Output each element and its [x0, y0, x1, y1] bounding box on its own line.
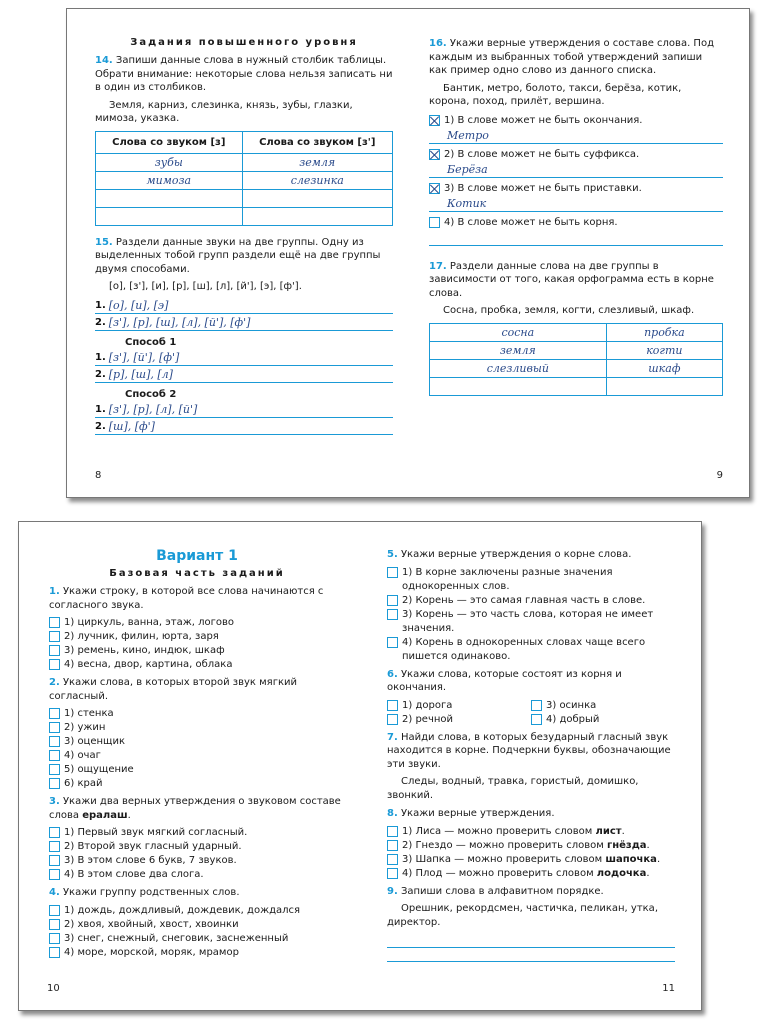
option-text: 4) Плод — можно проверить словом — [402, 867, 597, 879]
task-number: 4. — [49, 887, 60, 898]
option-row — [49, 630, 345, 644]
checkbox[interactable] — [387, 637, 398, 648]
checkbox[interactable] — [387, 595, 398, 606]
option-text: 4) очаг — [64, 750, 101, 761]
task-text: Укажи верные утверждения о корне слова. — [400, 549, 632, 560]
option-text: 4) море, морской, моряк, мрамор — [64, 946, 239, 958]
table-cell[interactable]: земля — [430, 341, 607, 359]
line-label: 1. — [95, 299, 106, 311]
top-spread — [66, 8, 750, 498]
option-text: 2) речной — [402, 713, 454, 725]
table-cell[interactable]: пробка — [606, 323, 722, 341]
option-row — [49, 918, 345, 932]
task-3-prompt — [49, 795, 345, 822]
handwritten-answer: [з'], [й'], [ф'] — [108, 350, 180, 364]
task-15-sounds: [о], [з'], [и], [р], [ш], [л], [й'], [э], [ф']. — [109, 281, 302, 292]
checkbox[interactable] — [531, 714, 542, 725]
option-text: 1) стенка — [64, 708, 114, 719]
answer-line[interactable] — [95, 403, 393, 418]
task-number: 5. — [387, 549, 398, 560]
option-text: 3) снег, снежный, снеговик, заснеженный — [64, 932, 289, 944]
task-16-words: Бантик, метро, болото, такси, берёза, котик, корона, поход, прилёт, вершина. — [429, 82, 682, 107]
page-number: 11 — [662, 983, 675, 994]
option-row — [387, 566, 675, 594]
checkbox[interactable] — [49, 947, 60, 958]
table-cell[interactable]: когти — [606, 341, 722, 359]
option-text: 4) В слове может не быть корня. — [444, 216, 618, 228]
checkbox[interactable] — [387, 840, 398, 851]
checkbox[interactable] — [49, 736, 60, 747]
handwritten-answer: [з'], [р], [ш], [л], [й'], [ф'] — [108, 315, 251, 329]
task-text: Укажи верные утверждения о составе слова. Под каждым из выбранных тобой утверждений запиши как пример одно слово из данного списка. — [429, 38, 714, 76]
option-text: 3) Корень — это часть слова, которая не имеет значения. — [402, 608, 654, 634]
task-6-prompt — [387, 668, 675, 695]
checkbox[interactable] — [49, 645, 60, 656]
checkbox[interactable] — [49, 750, 60, 761]
option-row — [387, 594, 675, 608]
option-text: 6) край — [64, 778, 103, 789]
option-text: 2) хвоя, хвойный, хвост, хвоинки — [64, 918, 239, 930]
task-number: 8. — [387, 808, 398, 819]
answer-line[interactable] — [95, 351, 393, 366]
option-keyword: лист — [595, 825, 622, 837]
line-label: 1. — [95, 403, 106, 415]
checkbox[interactable] — [387, 700, 398, 711]
option-row — [49, 868, 345, 882]
task-7-words[interactable]: Следы, водный, травка, гористый, домишко, звонкий. — [387, 776, 639, 801]
option-text: 4) весна, двор, картина, облака — [64, 659, 233, 670]
task-text: Раздели данные звуки на две группы. Одну из выделенных тобой групп раздели ещё на две группы двумя способами. — [95, 236, 381, 275]
checkbox[interactable] — [387, 854, 398, 865]
table-cell[interactable]: слезинка — [242, 171, 392, 189]
page-8 — [67, 9, 409, 497]
option-row — [49, 854, 345, 868]
checkbox[interactable] — [49, 855, 60, 866]
task-9-words: Орешник, рекордсмен, частичка, пеликан, утка, директор. — [387, 903, 658, 928]
task-8-prompt — [387, 807, 675, 821]
option-row — [49, 840, 345, 854]
table-header: Слова со звуком [з'] — [242, 131, 392, 153]
table-cell[interactable] — [606, 377, 722, 395]
option-text: 2) ужин — [64, 722, 106, 733]
answer-line[interactable]: Котик — [429, 196, 723, 212]
task-text: Укажи верные утверждения. — [400, 808, 555, 819]
option-text: 3) ремень, кино, индюк, шкаф — [64, 645, 225, 656]
option-row — [531, 699, 675, 713]
option-row — [49, 749, 345, 763]
option-text: 4) В этом слове два слога. — [64, 869, 204, 880]
option-text: 2) лучник, филин, юрта, заря — [64, 631, 219, 642]
option-row — [49, 721, 345, 735]
task-text: Запиши данные слова в нужный столбик таблицы. Обрати внимание: некоторые слова нельзя записать ни в один из столбиков. — [95, 55, 393, 93]
task-text: Найди слова, в которых безударный гласный звук находится в корне. Подчеркни буквы, обозначающие эти звуки. — [387, 731, 671, 770]
option-row — [387, 608, 675, 636]
answer-line[interactable] — [387, 934, 675, 948]
option-text: 3) В этом слове 6 букв, 7 звуков. — [64, 855, 237, 866]
table-cell[interactable]: шкаф — [606, 359, 722, 377]
option-text: 2) Гнездо — можно проверить словом — [402, 839, 607, 851]
answer-line[interactable] — [387, 948, 675, 962]
task-17-prompt — [429, 260, 723, 301]
answer-line[interactable] — [429, 230, 723, 246]
table-cell[interactable]: зубы — [96, 153, 243, 171]
option-row — [49, 616, 345, 630]
checkbox[interactable] — [49, 722, 60, 733]
task-text: Запиши слова в алфавитном порядке. — [400, 885, 604, 897]
answer-line[interactable] — [95, 299, 393, 314]
task-number: 17. — [429, 260, 447, 272]
task-text: Укажи слова, в которых второй звук мягкий согласный. — [49, 677, 297, 702]
task-number: 15. — [95, 236, 113, 248]
checkbox[interactable] — [49, 869, 60, 880]
bottom-spread — [18, 521, 702, 1011]
table-cell[interactable] — [242, 207, 392, 225]
table-cell[interactable]: сосна — [430, 323, 607, 341]
option-row — [387, 636, 675, 664]
page-number: 10 — [47, 983, 60, 994]
checkbox[interactable] — [429, 217, 440, 228]
line-label: 1. — [95, 351, 106, 363]
option-text: 2) Второй звук гласный ударный. — [64, 841, 242, 852]
option-text: 1) циркуль, ванна, этаж, логово — [64, 617, 234, 628]
answer-line[interactable]: Берёза — [429, 162, 723, 178]
option-text: 3) оценщик — [64, 736, 126, 747]
task-7-prompt — [387, 731, 675, 772]
way-2-title: Способ 2 — [125, 388, 177, 400]
option-row — [49, 826, 345, 840]
option-row — [387, 867, 675, 881]
option-row — [49, 777, 345, 791]
option-text-end: . — [646, 839, 650, 851]
answer-line[interactable] — [95, 420, 393, 435]
option-row — [49, 763, 345, 777]
task-text: Укажи строку, в которой все слова начинаются с согласного звука. — [49, 586, 324, 611]
checkbox[interactable] — [387, 567, 398, 578]
table-cell[interactable] — [96, 189, 243, 207]
task-number: 2. — [49, 677, 60, 688]
option-row — [49, 644, 345, 658]
option-row — [429, 182, 723, 196]
checkbox[interactable] — [387, 868, 398, 879]
task-text-end: . — [127, 809, 131, 821]
line-label: 2. — [95, 368, 106, 380]
page-number: 9 — [716, 470, 723, 481]
task-16-prompt — [429, 37, 723, 78]
option-text: 3) В слове может не быть приставки. — [444, 182, 642, 194]
checkbox[interactable] — [49, 905, 60, 916]
checkbox-checked[interactable] — [429, 149, 440, 160]
checkbox[interactable] — [387, 826, 398, 837]
task-1-prompt — [49, 585, 345, 612]
option-text-end: . — [621, 825, 625, 837]
task-number: 3. — [49, 796, 60, 807]
table-cell[interactable]: мимоза — [96, 171, 243, 189]
option-text: 3) осинка — [546, 699, 597, 711]
checkbox[interactable] — [49, 708, 60, 719]
variant-title: Вариант 1 — [156, 548, 238, 564]
option-row — [49, 658, 345, 672]
task-keyword: ералаш — [82, 809, 128, 821]
checkbox[interactable] — [49, 841, 60, 852]
task-17-words: Сосна, пробка, земля, когти, слезливый, шкаф. — [443, 305, 695, 316]
option-text: 5) ощущение — [64, 764, 134, 775]
option-keyword: гнёзда — [606, 839, 647, 851]
task-number: 7. — [387, 731, 398, 743]
option-text: 1) дождь, дождливый, дождевик, дождался — [64, 904, 301, 916]
checkbox[interactable] — [49, 659, 60, 670]
option-text: 3) Шапка — можно проверить словом — [402, 853, 606, 865]
checkbox-checked[interactable] — [429, 115, 440, 126]
option-text: 1) Первый звук мягкий согласный. — [64, 827, 248, 838]
handwritten-answer: [ш], [ф'] — [108, 419, 155, 433]
table-cell[interactable] — [242, 189, 392, 207]
task-4-prompt — [49, 886, 345, 900]
option-text: 2) В слове может не быть суффикса. — [444, 148, 640, 160]
task-text: Укажи группу родственных слов. — [62, 887, 240, 898]
task-number: 16. — [429, 38, 447, 49]
option-text: 4) Корень в однокоренных словах чаще всего пишется одинаково. — [402, 636, 646, 662]
option-text: 1) дорога — [402, 699, 453, 711]
way-1-title: Способ 1 — [125, 336, 177, 348]
option-row — [429, 114, 723, 128]
answer-line[interactable] — [95, 316, 393, 331]
page-number: 8 — [95, 470, 102, 481]
section-title: Базовая часть заданий — [109, 568, 285, 579]
option-row — [387, 713, 531, 727]
task-15-prompt — [95, 236, 393, 277]
option-row — [49, 735, 345, 749]
task-2-prompt — [49, 676, 345, 703]
option-text: 1) В корне заключены разные значения однокоренных слов. — [402, 566, 613, 592]
table-header: Слова со звуком [з] — [96, 131, 243, 153]
option-row — [429, 216, 723, 230]
task-number: 9. — [387, 885, 398, 897]
option-row — [387, 853, 675, 867]
task-6-options — [387, 699, 675, 727]
checkbox[interactable] — [49, 933, 60, 944]
table-cell[interactable]: слезливый — [430, 359, 607, 377]
task-text: Укажи два верных утверждения о звуковом составе слова — [49, 796, 341, 821]
page-11 — [361, 522, 703, 1010]
table-cell[interactable]: земля — [242, 153, 392, 171]
checkbox[interactable] — [49, 919, 60, 930]
task-5-prompt — [387, 548, 675, 562]
task-9-prompt — [387, 885, 675, 899]
handwritten-answer: [р], [ш], [л] — [108, 367, 173, 381]
option-keyword: лодочка — [596, 867, 647, 879]
checkbox[interactable] — [387, 714, 398, 725]
table-cell[interactable] — [96, 207, 243, 225]
option-row — [531, 713, 675, 727]
task-17-table — [429, 323, 723, 396]
handwritten-answer: [о], [и], [э] — [108, 298, 169, 312]
option-row — [429, 148, 723, 162]
answer-line[interactable]: Метро — [429, 128, 723, 144]
task-14-table — [95, 131, 393, 226]
checkbox[interactable] — [531, 700, 542, 711]
section-title: Задания повышенного уровня — [130, 37, 358, 48]
task-text: Укажи слова, которые состоят из корня и окончания. — [387, 668, 622, 693]
checkbox[interactable] — [49, 778, 60, 789]
checkbox[interactable] — [49, 764, 60, 775]
option-row — [387, 699, 531, 713]
handwritten-answer: [з'], [р], [л], [й'] — [108, 402, 198, 416]
option-row — [49, 946, 345, 960]
checkbox[interactable] — [49, 827, 60, 838]
option-text: 1) Лиса — можно проверить словом — [402, 825, 596, 837]
option-row — [387, 839, 675, 853]
answer-line[interactable] — [95, 368, 393, 383]
option-row — [49, 707, 345, 721]
line-label: 2. — [95, 420, 106, 432]
option-row — [49, 904, 345, 918]
task-14-prompt — [95, 54, 393, 95]
task-number: 1. — [49, 586, 60, 597]
table-cell[interactable] — [430, 377, 607, 395]
page-9 — [409, 9, 751, 497]
checkbox-checked[interactable] — [429, 183, 440, 194]
option-text-end: . — [646, 867, 650, 879]
task-text: Раздели данные слова на две группы в зависимости от того, какая орфограмма есть в корне слова. — [429, 260, 714, 299]
task-14-words: Земля, карниз, слезинка, князь, зубы, глазки, мимоза, указка. — [95, 99, 353, 124]
option-text: 2) Корень — это самая главная часть в слове. — [402, 594, 646, 606]
checkbox[interactable] — [49, 617, 60, 628]
line-label: 2. — [95, 316, 106, 328]
option-row — [387, 825, 675, 839]
option-text-end: . — [656, 853, 661, 865]
option-row — [49, 932, 345, 946]
checkbox[interactable] — [387, 609, 398, 620]
task-number: 6. — [387, 668, 398, 680]
task-number: 14. — [95, 55, 113, 66]
page-10 — [19, 522, 361, 1010]
option-text: 1) В слове может не быть окончания. — [444, 114, 643, 126]
option-keyword: шапочка — [605, 853, 657, 865]
checkbox[interactable] — [49, 631, 60, 642]
option-text: 4) добрый — [546, 713, 600, 725]
